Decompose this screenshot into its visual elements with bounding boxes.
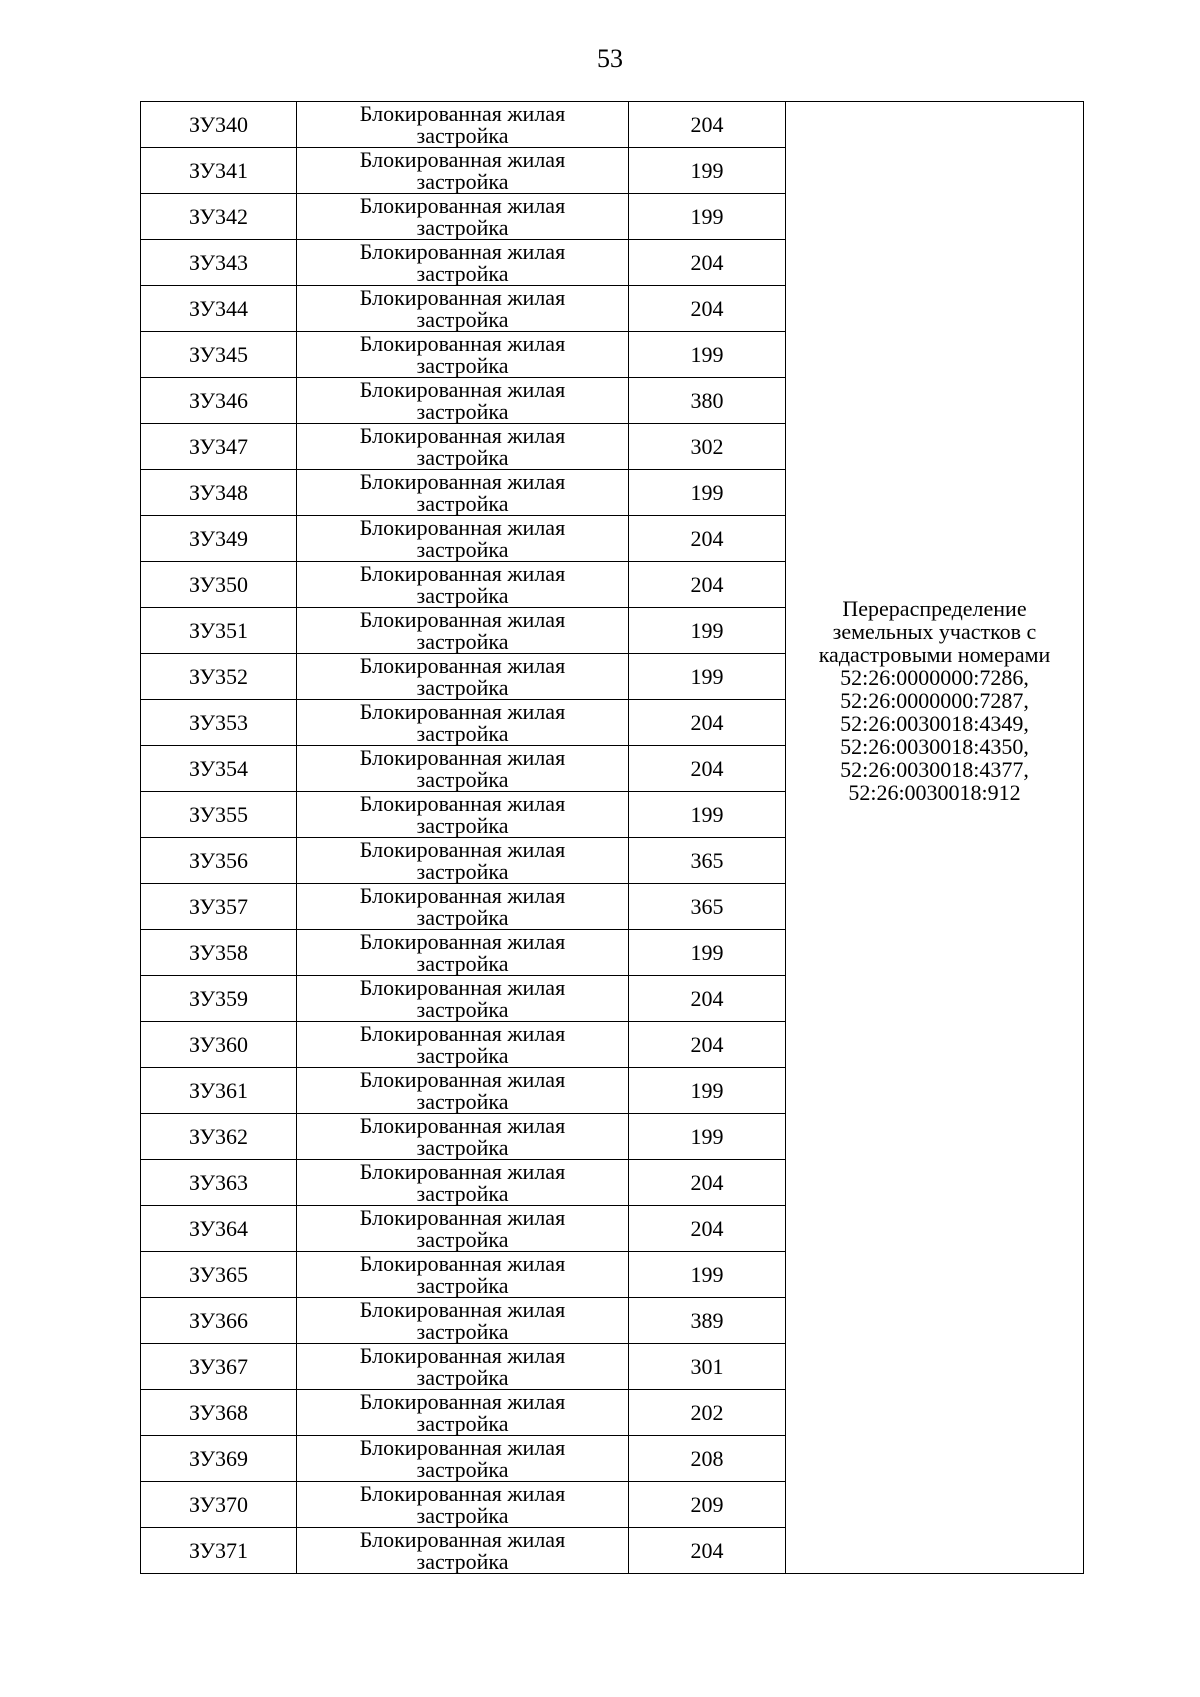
land-use-cell bbox=[297, 1252, 629, 1298]
land-use-cell bbox=[297, 332, 629, 378]
land-use-cell bbox=[297, 1206, 629, 1252]
land-use-line-2: застройка bbox=[416, 950, 509, 976]
plot-id-cell: ЗУ370 bbox=[141, 1482, 297, 1528]
land-use-cell bbox=[297, 1528, 629, 1574]
land-use-line-2: застройка bbox=[416, 1134, 509, 1160]
land-use-line-1: Блокированная жилая bbox=[359, 1251, 566, 1276]
land-use-line-1: Блокированная жилая bbox=[359, 239, 566, 264]
land-use-line-1: Блокированная жилая bbox=[359, 193, 566, 218]
land-use-line-1: Блокированная жилая bbox=[359, 1113, 566, 1138]
land-use-line-2: застройка bbox=[416, 1502, 509, 1528]
land-use-cell bbox=[297, 286, 629, 332]
land-use-line-2: застройка bbox=[416, 1456, 509, 1482]
land-use-cell bbox=[297, 838, 629, 884]
land-use-line-1: Блокированная жилая bbox=[359, 331, 566, 356]
plot-area-cell: 199 bbox=[629, 608, 786, 654]
plot-area-cell: 204 bbox=[629, 1160, 786, 1206]
plot-id-cell: ЗУ367 bbox=[141, 1344, 297, 1390]
plot-id-cell: ЗУ356 bbox=[141, 838, 297, 884]
land-use-line-2: застройка bbox=[416, 1272, 509, 1298]
plot-area-cell: 365 bbox=[629, 884, 786, 930]
land-use-line-2: застройка bbox=[416, 582, 509, 608]
plot-area-cell: 204 bbox=[629, 1528, 786, 1574]
plot-id-cell: ЗУ352 bbox=[141, 654, 297, 700]
land-use-line-1: Блокированная жилая bbox=[359, 1527, 566, 1552]
formation-method-line: 52:26:0030018:4349, bbox=[840, 711, 1029, 736]
formation-method-line: 52:26:0030018:912 bbox=[848, 780, 1021, 805]
land-use-cell bbox=[297, 148, 629, 194]
plot-id-cell: ЗУ365 bbox=[141, 1252, 297, 1298]
plot-area-cell: 199 bbox=[629, 1114, 786, 1160]
plot-id-cell: ЗУ358 bbox=[141, 930, 297, 976]
plot-area-cell: 199 bbox=[629, 148, 786, 194]
land-use-cell bbox=[297, 884, 629, 930]
land-use-line-2: застройка bbox=[416, 904, 509, 930]
plot-area-cell: 204 bbox=[629, 516, 786, 562]
land-use-line-1: Блокированная жилая bbox=[359, 285, 566, 310]
plot-area-cell: 199 bbox=[629, 1068, 786, 1114]
plot-id-cell: ЗУ363 bbox=[141, 1160, 297, 1206]
land-use-line-2: застройка bbox=[416, 1226, 509, 1252]
land-use-line-2: застройка bbox=[416, 306, 509, 332]
land-use-line-2: застройка bbox=[416, 1410, 509, 1436]
land-use-line-1: Блокированная жилая bbox=[359, 607, 566, 632]
plot-area-cell: 202 bbox=[629, 1390, 786, 1436]
plot-id-cell: ЗУ351 bbox=[141, 608, 297, 654]
land-use-line-2: застройка bbox=[416, 490, 509, 516]
land-use-cell bbox=[297, 1482, 629, 1528]
plot-id-cell: ЗУ368 bbox=[141, 1390, 297, 1436]
plot-area-cell: 365 bbox=[629, 838, 786, 884]
land-use-cell bbox=[297, 240, 629, 286]
land-use-line-2: застройка bbox=[416, 1088, 509, 1114]
land-use-line-1: Блокированная жилая bbox=[359, 1067, 566, 1092]
land-use-line-2: застройка bbox=[416, 1364, 509, 1390]
plot-area-cell: 380 bbox=[629, 378, 786, 424]
plot-area-cell: 199 bbox=[629, 654, 786, 700]
plot-area-cell: 208 bbox=[629, 1436, 786, 1482]
land-use-line-2: застройка bbox=[416, 260, 509, 286]
land-use-line-2: застройка bbox=[416, 1318, 509, 1344]
land-use-line-1: Блокированная жилая bbox=[359, 101, 566, 126]
land-use-line-1: Блокированная жилая bbox=[359, 1205, 566, 1230]
plot-id-cell: ЗУ359 bbox=[141, 976, 297, 1022]
land-use-line-1: Блокированная жилая bbox=[359, 699, 566, 724]
plot-area-cell: 204 bbox=[629, 562, 786, 608]
plot-area-cell: 199 bbox=[629, 1252, 786, 1298]
land-use-cell bbox=[297, 608, 629, 654]
land-use-cell bbox=[297, 1436, 629, 1482]
formation-method-line: земельных участков с bbox=[832, 619, 1037, 644]
formation-method-line: Перераспределение bbox=[842, 596, 1027, 621]
land-use-line-1: Блокированная жилая bbox=[359, 377, 566, 402]
land-use-line-2: застройка bbox=[416, 858, 509, 884]
plot-id-cell: ЗУ355 bbox=[141, 792, 297, 838]
land-use-line-1: Блокированная жилая bbox=[359, 423, 566, 448]
plot-area-cell: 204 bbox=[629, 976, 786, 1022]
formation-method-line: 52:26:0000000:7287, bbox=[840, 688, 1029, 713]
plot-id-cell: ЗУ343 bbox=[141, 240, 297, 286]
formation-method-line: кадастровыми номерами bbox=[818, 642, 1051, 667]
formation-method-line: 52:26:0030018:4350, bbox=[840, 734, 1029, 759]
land-use-line-2: застройка bbox=[416, 1548, 509, 1574]
formation-method-line: 52:26:0000000:7286, bbox=[840, 665, 1029, 690]
page-number: 53 bbox=[597, 44, 623, 73]
land-use-line-2: застройка bbox=[416, 766, 509, 792]
plot-area-cell: 199 bbox=[629, 194, 786, 240]
land-use-line-1: Блокированная жилая bbox=[359, 791, 566, 816]
land-use-cell bbox=[297, 700, 629, 746]
land-use-line-1: Блокированная жилая bbox=[359, 1481, 566, 1506]
plot-id-cell: ЗУ357 bbox=[141, 884, 297, 930]
plot-id-cell: ЗУ362 bbox=[141, 1114, 297, 1160]
land-use-line-1: Блокированная жилая bbox=[359, 975, 566, 1000]
land-use-line-2: застройка bbox=[416, 536, 509, 562]
land-use-line-1: Блокированная жилая bbox=[359, 147, 566, 172]
plot-id-cell: ЗУ341 bbox=[141, 148, 297, 194]
plot-id-cell: ЗУ346 bbox=[141, 378, 297, 424]
land-use-line-1: Блокированная жилая bbox=[359, 1159, 566, 1184]
plot-id-cell: ЗУ364 bbox=[141, 1206, 297, 1252]
land-use-line-2: застройка bbox=[416, 812, 509, 838]
plot-area-cell: 204 bbox=[629, 240, 786, 286]
plot-id-cell: ЗУ369 bbox=[141, 1436, 297, 1482]
formation-method-cell bbox=[786, 102, 1084, 1574]
plot-area-cell: 204 bbox=[629, 746, 786, 792]
land-use-line-1: Блокированная жилая bbox=[359, 883, 566, 908]
plot-area-cell: 204 bbox=[629, 1206, 786, 1252]
land-use-line-2: застройка bbox=[416, 628, 509, 654]
land-use-cell bbox=[297, 1390, 629, 1436]
land-use-line-1: Блокированная жилая bbox=[359, 653, 566, 678]
land-use-cell bbox=[297, 1022, 629, 1068]
plot-id-cell: ЗУ366 bbox=[141, 1298, 297, 1344]
plot-id-cell: ЗУ371 bbox=[141, 1528, 297, 1574]
land-use-line-2: застройка bbox=[416, 1180, 509, 1206]
plot-area-cell: 204 bbox=[629, 1022, 786, 1068]
plot-area-cell: 301 bbox=[629, 1344, 786, 1390]
land-use-line-2: застройка bbox=[416, 398, 509, 424]
land-use-line-2: застройка bbox=[416, 352, 509, 378]
land-use-line-1: Блокированная жилая bbox=[359, 929, 566, 954]
land-use-line-2: застройка bbox=[416, 674, 509, 700]
plot-area-cell: 204 bbox=[629, 102, 786, 148]
land-use-line-1: Блокированная жилая bbox=[359, 1021, 566, 1046]
land-use-cell bbox=[297, 654, 629, 700]
plot-id-cell: ЗУ354 bbox=[141, 746, 297, 792]
plot-area-cell: 199 bbox=[629, 792, 786, 838]
land-use-cell bbox=[297, 1344, 629, 1390]
land-use-line-2: застройка bbox=[416, 720, 509, 746]
land-use-line-2: застройка bbox=[416, 444, 509, 470]
table-row bbox=[141, 102, 1084, 148]
land-use-line-1: Блокированная жилая bbox=[359, 1297, 566, 1322]
land-use-line-1: Блокированная жилая bbox=[359, 837, 566, 862]
land-use-line-1: Блокированная жилая bbox=[359, 515, 566, 540]
land-use-cell bbox=[297, 746, 629, 792]
land-use-cell bbox=[297, 378, 629, 424]
formation-method-text bbox=[786, 597, 1083, 804]
land-use-cell bbox=[297, 976, 629, 1022]
plot-area-cell: 204 bbox=[629, 286, 786, 332]
land-use-line-1: Блокированная жилая bbox=[359, 469, 566, 494]
land-use-line-2: застройка bbox=[416, 168, 509, 194]
plot-area-cell: 199 bbox=[629, 470, 786, 516]
plot-id-cell: ЗУ361 bbox=[141, 1068, 297, 1114]
plot-area-cell: 199 bbox=[629, 930, 786, 976]
plot-area-cell: 302 bbox=[629, 424, 786, 470]
land-use-line-2: застройка bbox=[416, 1042, 509, 1068]
plot-id-cell: ЗУ350 bbox=[141, 562, 297, 608]
plot-id-cell: ЗУ360 bbox=[141, 1022, 297, 1068]
formation-method-line: 52:26:0030018:4377, bbox=[840, 757, 1029, 782]
land-use-line-1: Блокированная жилая bbox=[359, 1435, 566, 1460]
land-use-line-2: застройка bbox=[416, 122, 509, 148]
plot-id-cell: ЗУ340 bbox=[141, 102, 297, 148]
land-use-cell bbox=[297, 930, 629, 976]
plot-id-cell: ЗУ344 bbox=[141, 286, 297, 332]
land-use-line-2: застройка bbox=[416, 214, 509, 240]
plot-id-cell: ЗУ349 bbox=[141, 516, 297, 562]
land-use-cell bbox=[297, 562, 629, 608]
land-use-cell bbox=[297, 516, 629, 562]
plot-id-cell: ЗУ353 bbox=[141, 700, 297, 746]
land-plots-table bbox=[140, 101, 1084, 1574]
land-use-cell bbox=[297, 470, 629, 516]
land-use-cell bbox=[297, 792, 629, 838]
land-use-cell bbox=[297, 194, 629, 240]
plot-area-cell: 199 bbox=[629, 332, 786, 378]
land-use-line-2: застройка bbox=[416, 996, 509, 1022]
land-plots-table-body bbox=[141, 102, 1084, 1574]
plot-area-cell: 209 bbox=[629, 1482, 786, 1528]
land-use-line-1: Блокированная жилая bbox=[359, 561, 566, 586]
plot-id-cell: ЗУ348 bbox=[141, 470, 297, 516]
land-use-line-1: Блокированная жилая bbox=[359, 745, 566, 770]
plot-id-cell: ЗУ345 bbox=[141, 332, 297, 378]
plot-id-cell: ЗУ342 bbox=[141, 194, 297, 240]
land-use-cell bbox=[297, 424, 629, 470]
land-use-cell bbox=[297, 1114, 629, 1160]
land-use-line-1: Блокированная жилая bbox=[359, 1389, 566, 1414]
plot-area-cell: 389 bbox=[629, 1298, 786, 1344]
land-use-cell bbox=[297, 1068, 629, 1114]
land-use-cell bbox=[297, 1298, 629, 1344]
plot-area-cell: 204 bbox=[629, 700, 786, 746]
plot-id-cell: ЗУ347 bbox=[141, 424, 297, 470]
land-use-cell bbox=[297, 1160, 629, 1206]
land-use-cell bbox=[297, 102, 629, 148]
land-use-line-1: Блокированная жилая bbox=[359, 1343, 566, 1368]
